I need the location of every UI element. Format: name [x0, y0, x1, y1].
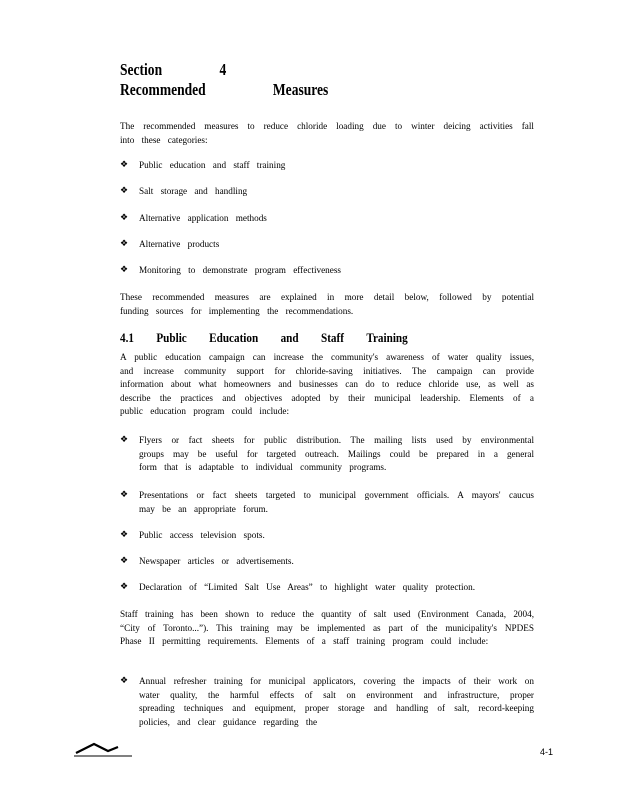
list-item: [120, 555, 534, 569]
list-item-text: Public education and staff training: [139, 160, 286, 170]
list-item-text: Alternative products: [139, 239, 220, 249]
section-title-word-2: Measures: [272, 80, 329, 99]
list-item: [120, 434, 534, 475]
list-item: [120, 185, 534, 199]
logo-icon: [74, 738, 134, 758]
heading-word: Education: [209, 330, 259, 345]
list-item: [120, 238, 534, 252]
list-item-text: Newspaper articles or advertisements.: [139, 556, 294, 566]
heading-word: Public: [156, 330, 187, 345]
bullet-icon: ❖: [120, 213, 129, 223]
list-item-text: Salt storage and handling: [139, 186, 248, 196]
bullet-icon: ❖: [120, 160, 129, 170]
list-item: [120, 489, 534, 516]
list-item-text: Monitoring to demonstrate program effectiveness: [139, 265, 342, 275]
section-label: Section: [120, 60, 163, 79]
bullet-icon: ❖: [120, 239, 129, 249]
bullet-icon: ❖: [120, 530, 129, 540]
list-item: [120, 212, 534, 226]
section-number: 4: [219, 60, 227, 79]
section-title-word-1: Recommended: [120, 80, 206, 99]
bullet-icon: ❖: [120, 676, 129, 686]
bullet-icon: ❖: [120, 265, 129, 275]
intro-paragraph: The recommended measures to reduce chloride loading due to winter deicing activities fall into these categories:: [120, 121, 534, 145]
staff-training-paragraph: Staff training has been shown to reduce the quantity of salt used (Environment Canada, 2004, “City of Toronto...”). This training may be implemented as part of the municipality's NPDES Phase II permitting requirements. Elements of a staff training program could include:: [120, 609, 534, 647]
bullet-icon: ❖: [120, 490, 129, 500]
intro-paragraph-2: These recommended measures are explained in more detail below, followed by potential funding sources for implementing the recommendations.: [120, 292, 534, 316]
list-item-text: Annual refresher training for municipal applicators, covering the impacts of their work on water quality, the harmful effects of salt on environment and infrastructure, proper spreading techniques and equipment, proper storage and handling of salt, record-keeping policies, and clear guidance regarding the: [139, 676, 534, 727]
bullet-icon: ❖: [120, 556, 129, 566]
list-item: [120, 159, 534, 173]
list-item: [120, 264, 534, 278]
list-item-text: Declaration of “Limited Salt Use Areas” to highlight water quality protection.: [139, 582, 476, 592]
heading-word: Training: [366, 330, 408, 345]
subsection-heading: [120, 330, 481, 346]
bullet-icon: ❖: [120, 582, 129, 592]
bullet-icon: ❖: [120, 435, 129, 445]
heading-word: Staff: [320, 330, 344, 345]
list-item: [120, 529, 534, 543]
list-item-text: Flyers or fact sheets for public distribution. The mailing lists used by environmental groups may be useful for targeted outreach. Mailings could be prepared in a general form that is adaptable to individual community programs.: [139, 435, 534, 473]
public-education-paragraph: A public education campaign can increase the community's awareness of water quality issues, and increase community support for chloride-saving initiatives. The campaign can provide information about what homeowners and businesses can do to reduce chloride use, as well as describe the practices and objectives adopted by their municipal leadership. Elements of a public education program could include:: [120, 352, 534, 417]
subsection-number: 4.1: [120, 330, 134, 345]
heading-word: and: [280, 330, 299, 345]
section-title: [120, 60, 464, 100]
bullet-icon: ❖: [120, 186, 129, 196]
page-number: 4-1: [540, 747, 554, 757]
list-item: [120, 675, 534, 729]
list-item: [120, 581, 534, 595]
list-item-text: Presentations or fact sheets targeted to municipal government officials. A mayors' caucus may be an appropriate forum.: [139, 490, 534, 514]
list-item-text: Alternative application methods: [139, 213, 267, 223]
list-item-text: Public access television spots.: [139, 530, 265, 540]
